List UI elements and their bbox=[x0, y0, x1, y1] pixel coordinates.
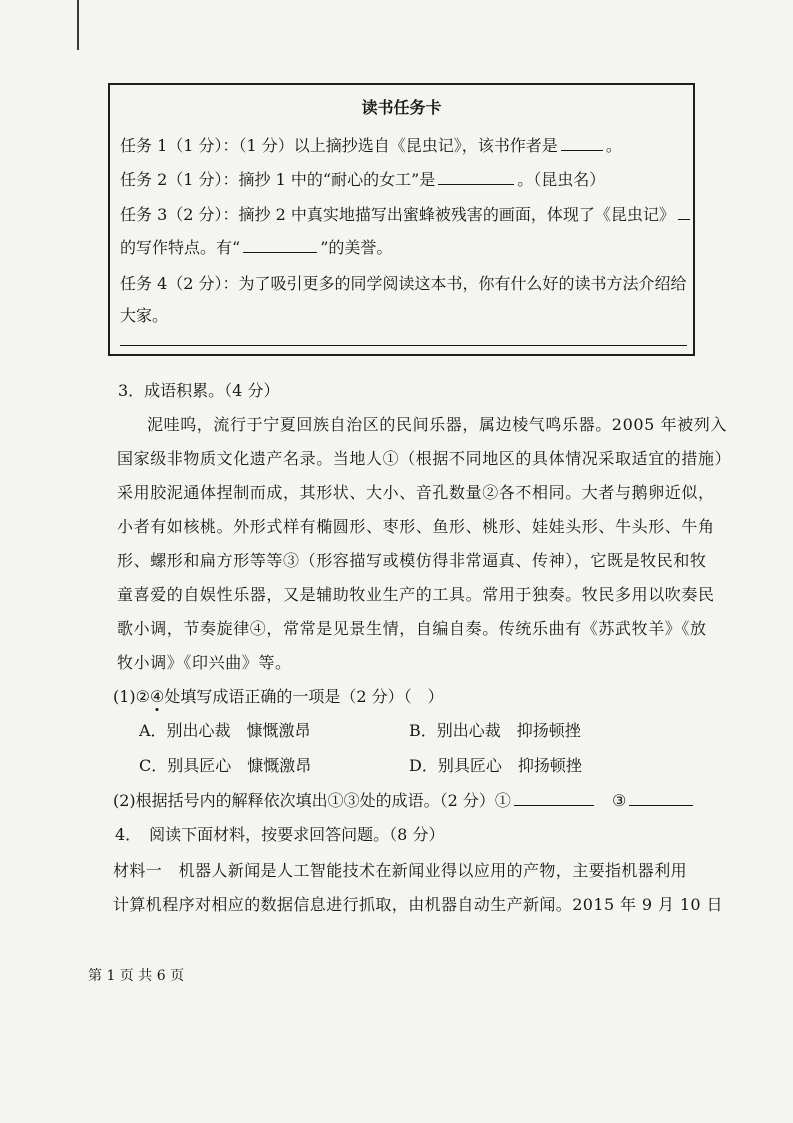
task-2 bbox=[120, 167, 605, 190]
task-2-blank[interactable] bbox=[438, 170, 514, 185]
task-4-answer-line[interactable] bbox=[120, 345, 687, 346]
q3-option-a[interactable]: A．别出心裁 慷慨激昂 bbox=[139, 721, 311, 740]
q3-para-line-3: 采用胶泥通体捏制而成，其形状、大小、音孔数量②各不相同。大者与鹅卵近似， bbox=[117, 483, 715, 502]
q3-sub1-marker: ④ bbox=[150, 687, 165, 706]
q3-sub2 bbox=[113, 788, 696, 811]
q3-para-line-2: 国家级非物质文化遗产名录。当地人①（根据不同地区的具体情况采取适宜的措施） bbox=[117, 449, 732, 468]
q3-option-c[interactable]: C．别具匠心 慷慨激昂 bbox=[139, 756, 312, 775]
task-1 bbox=[120, 133, 622, 156]
task-4-text-b: 大家。 bbox=[120, 306, 169, 325]
q3-option-d[interactable]: D．别具匠心 抑扬顿挫 bbox=[409, 756, 582, 775]
q4-heading: 4． 阅读下面材料，按要求回答问题。（8 分） bbox=[115, 825, 445, 844]
task-3 bbox=[120, 202, 693, 225]
reading-task-card bbox=[108, 83, 695, 356]
task-3-text-c: ”的美誉。 bbox=[320, 238, 393, 257]
q3-para-line-1: 泥哇呜，流行于宁夏回族自治区的民间乐器，属边棱气鸣乐器。2005 年被列入 bbox=[147, 415, 728, 434]
margin-binding-line bbox=[77, 0, 79, 50]
q3-sub1-prefix: (1)② bbox=[113, 687, 151, 706]
q3-sub2-blank-3[interactable] bbox=[629, 791, 693, 806]
q3-sub2-blank-1[interactable] bbox=[514, 791, 594, 806]
q3-heading: 3．成语积累。（4 分） bbox=[118, 381, 280, 400]
q3-sub2-text: (2)根据括号内的解释依次填出①③处的成语。（2 分）① bbox=[113, 791, 511, 810]
task-4-cont bbox=[120, 303, 168, 326]
q3-para-line-7: 歌小调，节奏旋律④，常常是见景生情，自编自奏。传统乐曲有《苏武牧羊》《放 bbox=[117, 619, 707, 638]
task-1-end: 。 bbox=[605, 136, 622, 155]
task-3-text: 任务 3（2 分）：摘抄 2 中真实地描写出蜜蜂被残害的画面，体现了《昆虫记》 bbox=[120, 205, 675, 224]
task-1-text: 任务 1（1 分）：（1 分）以上摘抄选自《昆虫记》，该书作者是 bbox=[120, 136, 558, 155]
task-4 bbox=[120, 271, 687, 294]
q3-sub2-marker-3: ③ bbox=[612, 791, 627, 810]
task-2-text: 任务 2（1 分）：摘抄 1 中的“耐心的女工”是 bbox=[120, 170, 436, 189]
task-3-cont bbox=[120, 235, 392, 258]
q3-para-line-6: 童喜爱的自娱性乐器，又是辅助牧业生产的工具。常用于独奏。牧民多用以吹奏民 bbox=[117, 585, 715, 604]
q4-material-line-1: 材料一 机器人新闻是人工智能技术在新闻业得以应用的产物，主要指机器利用 bbox=[113, 861, 688, 880]
q3-sub1-text: 处填写成语正确的一项是（2 分）（ ） bbox=[164, 687, 444, 706]
q3-option-b[interactable]: B．别出心裁 抑扬顿挫 bbox=[409, 721, 581, 740]
q3-para-line-5: 形、螺形和扁方形等等③（形容描写或模仿得非常逼真、传神），它既是牧民和牧 bbox=[117, 551, 707, 570]
q3-para-line-4: 小者有如核桃。外形式样有椭圆形、枣形、鱼形、桃形、娃娃头形、牛头形、牛角 bbox=[117, 517, 715, 536]
task-3-blank-a[interactable] bbox=[678, 205, 690, 220]
task-4-text: 任务 4（2 分）：为了吸引更多的同学阅读这本书，你有什么好的读书方法介绍给 bbox=[120, 274, 687, 293]
q3-para-line-8: 牧小调》《印兴曲》等。 bbox=[117, 653, 292, 672]
card-title: 读书任务卡 bbox=[361, 98, 442, 117]
q4-material-line-2: 计算机程序对相应的数据信息进行抓取，由机器自动生产新闻。2015 年 9 月 10 日 bbox=[113, 895, 723, 914]
task-3-text-b: 的写作特点。有“ bbox=[120, 238, 241, 257]
task-3-blank-b[interactable] bbox=[243, 238, 317, 253]
page-footer: 第 1 页 共 6 页 bbox=[88, 968, 185, 984]
q3-sub1 bbox=[113, 684, 444, 707]
task-2-end: 。（昆虫名） bbox=[517, 170, 606, 189]
task-1-blank[interactable] bbox=[561, 136, 603, 151]
